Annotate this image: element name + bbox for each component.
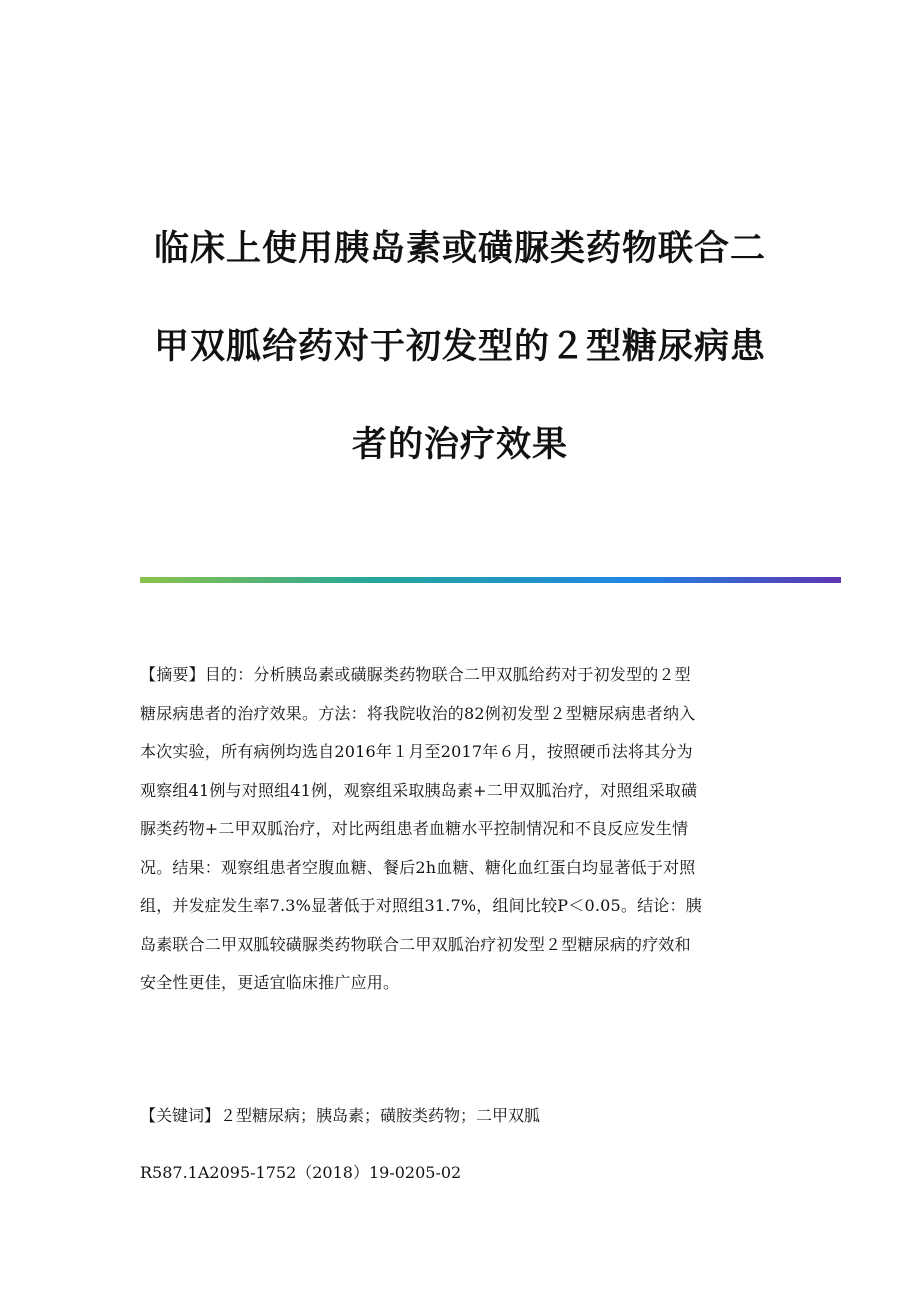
keywords: 【关键词】２型糖尿病；胰岛素；磺胺类药物；二甲双胍 [140,1106,541,1125]
title-line-2: 甲双胍给药对于初发型的２型糖尿病患 [153,327,766,367]
classification-code: R587.1A2095-1752（2018）19-0205-02 [140,1163,462,1182]
abstract-line-1: 【摘要】目的：分析胰岛素或磺脲类药物联合二甲双胍给药对于初发型的２型 [140,665,691,684]
abstract-line-7: 组，并发症发生率7.3%显著低于对照组31.7%，组间比较P＜0.05。结论：胰 [140,896,702,915]
abstract-line-3: 本次实验，所有病例均选自2016年１月至2017年６月，按照硬币法将其分为 [140,742,693,761]
abstract-line-4: 观察组41例与对照组41例，观察组采取胰岛素+二甲双胍治疗，对照组采取磺 [140,780,698,800]
abstract [140,656,780,1003]
abstract-line-5: 脲类药物+二甲双胍治疗，对比两组患者血糖水平控制情况和不良反应发生情 [140,819,689,838]
gradient-divider [140,577,841,583]
abstract-line-6: 况。结果：观察组患者空腹血糖、餐后2h血糖、糖化血红蛋白均显著低于对照 [140,857,696,877]
abstract-line-2: 糖尿病患者的治疗效果。方法：将我院收治的82例初发型２型糖尿病患者纳入 [140,703,696,723]
abstract-line-8: 岛素联合二甲双胍较磺脲类药物联合二甲双胍治疗初发型２型糖尿病的疗效和 [140,934,691,954]
title-line-1: 临床上使用胰岛素或磺脲类药物联合二 [153,229,766,269]
abstract-line-9: 安全性更佳，更适宜临床推广应用。 [140,973,400,992]
title-line-3: 者的治疗效果 [351,425,568,465]
paper-title [110,200,810,494]
